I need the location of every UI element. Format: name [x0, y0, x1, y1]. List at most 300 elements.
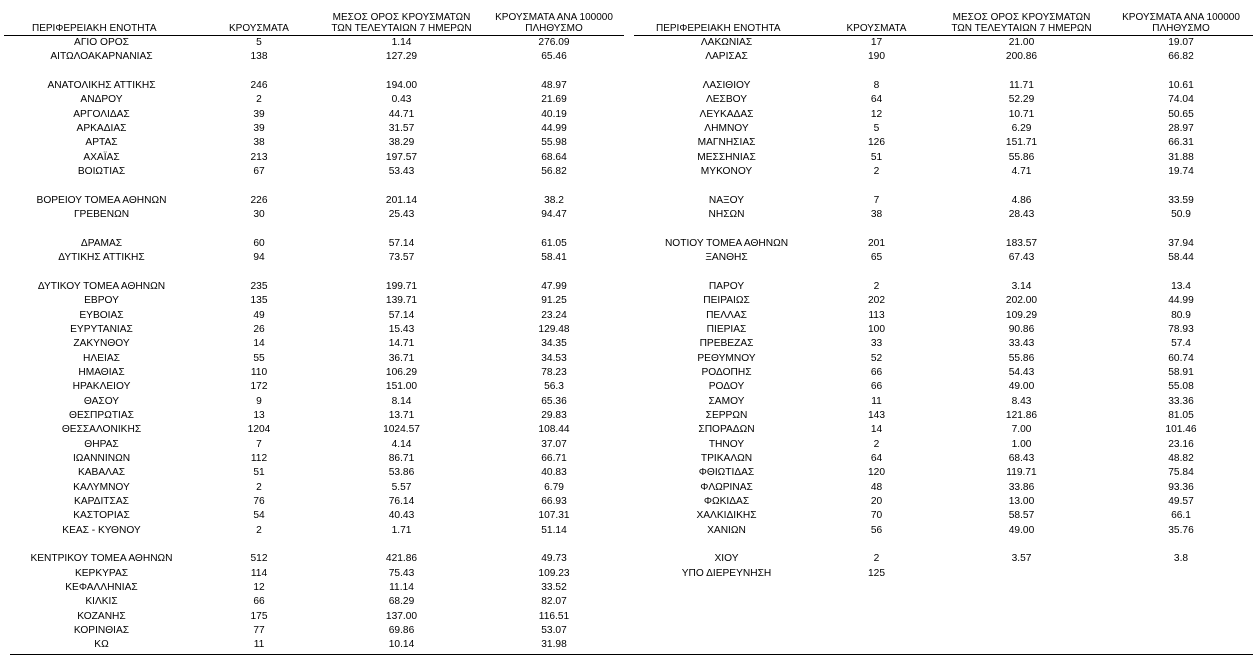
region-cell: ΑΓΙΟ ΟΡΟΣ — [74, 37, 129, 48]
region-cell: ΛΕΥΚΑΔΑΣ — [699, 108, 754, 120]
cases-cell: 12 — [253, 582, 265, 594]
region-cell: ΧΑΛΚΙΔΙΚΗΣ — [696, 510, 757, 522]
avg7-cell — [319, 266, 484, 280]
avg7-cell: 199.71 — [385, 280, 418, 292]
table-row — [634, 266, 1253, 280]
cases-cell: 5 — [256, 37, 262, 48]
table-row — [634, 122, 1253, 136]
per100k-cell: 23.24 — [541, 309, 567, 321]
table-row — [634, 395, 1253, 409]
cases-cell: 14 — [253, 338, 265, 350]
table-row — [4, 323, 624, 337]
region-cell: ΚΟΖΑΝΗΣ — [77, 610, 126, 622]
avg7-cell: 44.71 — [388, 108, 415, 120]
header-per100k-line1: ΚΡΟΥΣΜΑΤΑ ΑΝΑ 100000 — [495, 12, 613, 23]
per100k-cell: 101.46 — [1165, 424, 1197, 436]
cases-cell: 52 — [870, 352, 883, 364]
avg7-cell: 151.00 — [385, 381, 418, 393]
cases-cell: 8 — [873, 80, 880, 92]
cases-cell: 39 — [253, 123, 265, 135]
table-row — [634, 552, 1253, 566]
avg7-cell — [934, 179, 1109, 193]
region-cell: ΚΑΛΥΜΝΟΥ — [73, 481, 130, 493]
cases-cell: 76 — [253, 496, 265, 507]
table-row — [634, 495, 1253, 509]
header-avg7-line2: ΤΩΝ ΤΕΛΕΥΤΑΙΩΝ 7 ΗΜΕΡΩΝ — [331, 23, 472, 34]
per100k-cell: 109.23 — [538, 567, 570, 579]
avg7-cell: 4.86 — [1011, 194, 1032, 206]
cases-cell: 65 — [870, 252, 883, 264]
region-cell: ΡΟΔΟΠΗΣ — [701, 366, 752, 378]
table-row — [634, 36, 1253, 51]
avg7-cell: 57.14 — [388, 309, 415, 321]
region-cell: ΛΑΡΙΣΑΣ — [705, 51, 748, 63]
avg7-cell: 36.71 — [388, 352, 415, 364]
region-cell — [634, 538, 819, 552]
per100k-cell: 78.23 — [541, 366, 567, 378]
cases-cell: 51 — [253, 467, 265, 479]
table-row — [4, 194, 624, 208]
region-cell: ΦΛΩΡΙΝΑΣ — [700, 481, 753, 493]
region-cell: ΚΕΑΣ - ΚΥΘΝΟΥ — [62, 524, 141, 536]
avg7-cell — [934, 538, 1109, 552]
cases-cell: 7 — [873, 194, 880, 206]
cases-cell: 54 — [253, 510, 265, 522]
per100k-cell: 276.09 — [538, 37, 570, 48]
per100k-cell: 66.93 — [541, 496, 567, 507]
avg7-cell — [934, 266, 1109, 280]
table-row — [634, 65, 1253, 79]
table-row — [634, 151, 1253, 165]
cases-cell: 13 — [253, 409, 265, 421]
per100k-cell: 68.64 — [541, 151, 567, 163]
region-cell: ΛΕΣΒΟΥ — [705, 94, 748, 106]
cases-cell: 120 — [868, 467, 885, 479]
per100k-cell: 74.04 — [1168, 94, 1194, 106]
per100k-cell: 93.36 — [1168, 481, 1194, 493]
per100k-cell: 28.97 — [1168, 123, 1194, 135]
cases-cell: 126 — [868, 137, 885, 149]
region-cell: ΖΑΚΥΝΘΟΥ — [73, 338, 130, 350]
avg7-cell: 31.57 — [388, 123, 415, 135]
table-row — [4, 266, 624, 280]
region-cell: ΝΑΞΟΥ — [708, 194, 745, 206]
table-row — [634, 409, 1253, 423]
cases-cell: 113 — [868, 309, 885, 321]
region-cell: ΚΕΝΤΡΙΚΟΥ ΤΟΜΕΑ ΑΘΗΝΩΝ — [30, 553, 173, 565]
region-cell: ΑΝΔΡΟΥ — [80, 94, 123, 106]
region-cell — [4, 538, 199, 552]
cases-cell: 51 — [870, 151, 883, 163]
per100k-cell: 44.99 — [541, 123, 567, 135]
cases-cell: 60 — [253, 237, 265, 249]
avg7-cell: 5.57 — [391, 481, 412, 493]
cases-cell: 135 — [250, 295, 268, 307]
avg7-cell: 202.00 — [1005, 295, 1038, 307]
region-cell: ΑΝΑΤΟΛΙΚΗΣ ΑΤΤΙΚΗΣ — [47, 80, 156, 92]
cases-cell: 39 — [253, 108, 265, 120]
avg7-cell: 119.71 — [1006, 467, 1037, 479]
per100k-cell: 6.79 — [544, 481, 564, 493]
per100k-cell: 61.05 — [541, 237, 567, 249]
avg7-cell: 57.14 — [388, 237, 415, 249]
cases-cell: 67 — [253, 166, 265, 178]
region-cell: ΘΑΣΟΥ — [83, 395, 120, 407]
avg7-cell: 28.43 — [1008, 209, 1035, 221]
table-row — [634, 108, 1253, 122]
avg7-cell: 38.29 — [388, 137, 415, 149]
header-avg7-line1: ΜΕΣΟΣ ΟΡΟΣ ΚΡΟΥΣΜΑΤΩΝ — [952, 12, 1091, 23]
avg7-cell: 58.57 — [1008, 510, 1035, 522]
table-row — [4, 151, 624, 165]
cases-cell: 2 — [256, 94, 262, 106]
region-cell: ΘΕΣΣΑΛΟΝΙΚΗΣ — [61, 424, 142, 436]
per100k-cell: 48.82 — [1168, 452, 1194, 464]
table-row — [634, 93, 1253, 107]
region-cell: ΚΩ — [94, 639, 109, 651]
region-cell: ΕΒΡΟΥ — [84, 295, 119, 307]
header-per100k-line2: ΠΛΗΘΥΣΜΟ — [525, 23, 583, 34]
cases-cell: 125 — [868, 567, 885, 579]
table-row — [4, 466, 624, 480]
cases-cell: 48 — [870, 481, 883, 493]
per100k-cell: 58.91 — [1168, 366, 1194, 378]
per100k-cell: 58.44 — [1168, 252, 1194, 264]
header-region: ΠΕΡΙΦΕΡΕΙΑΚΗ ΕΝΟΤΗΤΑ — [634, 10, 819, 36]
cases-cell: 1204 — [247, 424, 271, 436]
cases-cell — [199, 222, 319, 236]
avg7-cell: 25.43 — [388, 209, 415, 221]
avg7-cell: 4.71 — [1011, 166, 1032, 178]
table-row — [4, 581, 624, 595]
per100k-cell — [1109, 266, 1253, 280]
avg7-cell: 109.29 — [1005, 309, 1038, 321]
cases-cell: 112 — [250, 452, 268, 464]
avg7-cell: 11.71 — [1009, 80, 1034, 92]
avg7-cell: 68.29 — [388, 596, 415, 608]
table-row — [634, 222, 1253, 236]
table-row — [634, 323, 1253, 337]
cases-cell: 114 — [250, 567, 268, 579]
per100k-cell: 3.8 — [1173, 553, 1189, 565]
cases-cell: 2 — [873, 438, 880, 450]
table-row — [634, 509, 1253, 523]
cases-cell: 64 — [870, 94, 883, 106]
per100k-cell: 19.07 — [1168, 37, 1194, 48]
header-avg7 — [319, 10, 484, 36]
avg7-cell: 69.86 — [388, 625, 415, 637]
avg7-cell: 197.57 — [385, 151, 418, 163]
header-avg7-line2: ΤΩΝ ΤΕΛΕΥΤΑΙΩΝ 7 ΗΜΕΡΩΝ — [951, 23, 1092, 34]
per100k-cell: 49.73 — [541, 553, 567, 565]
per100k-cell: 40.83 — [541, 467, 567, 479]
avg7-cell — [934, 222, 1109, 236]
table-row — [4, 237, 624, 251]
cases-cell: 172 — [250, 381, 268, 393]
region-cell: ΠΙΕΡΙΑΣ — [706, 323, 747, 335]
region-cell: ΓΡΕΒΕΝΩΝ — [73, 209, 130, 221]
cases-cell: 2 — [256, 524, 262, 536]
cases-cell: 49 — [253, 309, 265, 321]
avg7-cell: 1.14 — [391, 37, 412, 48]
per100k-cell: 116.51 — [538, 610, 570, 622]
cases-cell: 100 — [868, 323, 885, 335]
table-body-left — [4, 36, 624, 653]
table-row — [4, 309, 624, 323]
table-row — [4, 624, 624, 638]
region-cell: ΒΟΡΕΙΟΥ ΤΟΜΕΑ ΑΘΗΝΩΝ — [36, 194, 167, 206]
header-row — [634, 10, 1253, 36]
avg7-cell: 73.57 — [388, 252, 415, 264]
region-cell: ΔΥΤΙΚΗΣ ΑΤΤΙΚΗΣ — [58, 252, 145, 264]
per100k-cell: 107.31 — [538, 510, 570, 522]
avg7-cell — [319, 538, 484, 552]
per100k-cell: 34.35 — [541, 338, 567, 350]
avg7-cell: 8.14 — [391, 395, 412, 407]
per100k-cell — [1109, 538, 1253, 552]
cases-cell: 66 — [870, 381, 883, 393]
region-cell: ΦΘΙΩΤΙΔΑΣ — [698, 467, 755, 479]
region-cell — [4, 179, 199, 193]
table-row — [4, 552, 624, 566]
cases-cell: 143 — [868, 409, 885, 421]
cases-cell: 12 — [870, 108, 883, 120]
header-per100k-line2: ΠΛΗΘΥΣΜΟ — [1152, 23, 1210, 34]
cases-cell: 226 — [250, 194, 268, 206]
avg7-cell: 127.29 — [385, 51, 418, 63]
region-cell: ΝΗΣΩΝ — [708, 209, 745, 221]
per100k-cell: 35.76 — [1168, 524, 1194, 536]
cases-cell: 213 — [250, 151, 268, 163]
per100k-cell: 50.65 — [1168, 108, 1194, 120]
avg7-cell: 6.29 — [1011, 123, 1032, 135]
avg7-cell: 1024.57 — [383, 424, 420, 436]
per100k-cell: 58.41 — [541, 252, 567, 264]
cases-table-left — [4, 10, 624, 653]
cases-cell: 235 — [250, 280, 268, 292]
region-cell: ΝΟΤΙΟΥ ΤΟΜΕΑ ΑΘΗΝΩΝ — [664, 237, 789, 249]
avg7-cell: 121.86 — [1005, 409, 1038, 421]
table-row — [634, 423, 1253, 437]
region-cell: ΔΥΤΙΚΟΥ ΤΟΜΕΑ ΑΘΗΝΩΝ — [37, 280, 166, 292]
avg7-cell: 40.43 — [388, 510, 415, 522]
per100k-cell: 81.05 — [1168, 409, 1194, 421]
table-row — [4, 251, 624, 265]
cases-cell: 201 — [868, 237, 885, 249]
region-cell — [4, 266, 199, 280]
region-cell: ΧΙΟΥ — [714, 553, 739, 565]
avg7-cell: 53.43 — [388, 166, 415, 178]
cases-cell — [819, 179, 934, 193]
avg7-cell: 4.14 — [391, 438, 412, 450]
per100k-cell: 31.98 — [541, 639, 567, 651]
cases-cell: 77 — [253, 625, 265, 637]
avg7-cell: 90.86 — [1008, 323, 1035, 335]
table-row — [634, 452, 1253, 466]
avg7-cell — [319, 222, 484, 236]
table-row — [4, 395, 624, 409]
table-row — [634, 466, 1253, 480]
table-row — [634, 380, 1253, 394]
avg7-cell: 54.43 — [1008, 366, 1035, 378]
table-row — [4, 495, 624, 509]
cases-cell: 94 — [253, 252, 265, 264]
avg7-cell: 76.14 — [388, 496, 415, 507]
table-row — [4, 567, 624, 581]
region-cell: ΚΑΒΑΛΑΣ — [77, 467, 126, 479]
per100k-cell: 33.52 — [541, 582, 567, 594]
region-cell: ΠΑΡΟΥ — [708, 280, 745, 292]
cases-cell: 66 — [870, 366, 883, 378]
region-cell — [4, 65, 199, 79]
region-cell: ΗΡΑΚΛΕΙΟΥ — [72, 381, 131, 393]
region-cell: ΛΑΚΩΝΙΑΣ — [700, 37, 753, 48]
per100k-cell: 56.82 — [541, 166, 567, 178]
region-cell: ΕΥΒΟΙΑΣ — [79, 309, 124, 321]
table-row — [4, 423, 624, 437]
region-cell: ΣΑΜΟΥ — [708, 395, 745, 407]
region-cell: ΚΕΡΚΥΡΑΣ — [74, 567, 129, 579]
per100k-cell — [1109, 222, 1253, 236]
region-cell — [4, 222, 199, 236]
avg7-cell: 86.71 — [388, 452, 415, 464]
cases-cell — [819, 222, 934, 236]
per100k-cell: 55.08 — [1168, 381, 1194, 393]
per100k-cell: 65.46 — [541, 51, 567, 63]
header-avg7 — [934, 10, 1109, 36]
per100k-cell: 47.99 — [541, 280, 567, 292]
table-row — [4, 409, 624, 423]
region-cell — [634, 179, 819, 193]
table-row — [4, 50, 624, 64]
avg7-cell: 3.14 — [1011, 280, 1032, 292]
per100k-cell: 29.83 — [541, 409, 567, 421]
cases-cell: 55 — [253, 352, 265, 364]
region-cell: ΜΑΓΝΗΣΙΑΣ — [697, 137, 756, 149]
per100k-cell: 38.2 — [544, 194, 564, 206]
table-row — [4, 208, 624, 222]
avg7-cell — [934, 65, 1109, 79]
cases-cell: 56 — [870, 524, 883, 536]
per100k-cell — [1109, 65, 1253, 79]
per100k-cell — [1109, 567, 1253, 581]
avg7-cell: 10.71 — [1008, 108, 1035, 120]
table-row — [634, 237, 1253, 251]
avg7-cell: 7.00 — [1011, 424, 1032, 436]
cases-cell: 9 — [256, 395, 262, 407]
per100k-cell: 78.93 — [1168, 323, 1194, 335]
cases-cell: 2 — [873, 553, 880, 565]
per100k-cell: 53.07 — [541, 625, 567, 637]
avg7-cell: 68.43 — [1008, 452, 1035, 464]
table-row — [4, 524, 624, 538]
header-per100k — [1109, 10, 1253, 36]
table-row — [4, 136, 624, 150]
cases-cell: 202 — [868, 295, 885, 307]
cases-cell: 2 — [873, 166, 880, 178]
region-cell: ΧΑΝΙΩΝ — [707, 524, 746, 536]
header-row — [4, 10, 624, 36]
table-row — [634, 438, 1253, 452]
table-row — [4, 79, 624, 93]
region-cell: ΘΕΣΠΡΩΤΙΑΣ — [69, 409, 134, 421]
per100k-cell: 94.47 — [541, 209, 567, 221]
avg7-cell: 106.29 — [385, 366, 418, 378]
cases-table-right — [634, 10, 1253, 581]
cases-cell: 14 — [870, 424, 883, 436]
region-cell: ΚΑΡΔΙΤΣΑΣ — [74, 496, 129, 507]
avg7-cell: 1.71 — [391, 524, 412, 536]
region-cell: ΑΙΤΩΛΟΑΚΑΡΝΑΝΙΑΣ — [50, 51, 153, 63]
region-cell: ΚΙΛΚΙΣ — [85, 596, 118, 608]
per100k-cell: 37.07 — [541, 438, 567, 450]
per100k-cell — [1109, 179, 1253, 193]
cases-cell — [199, 266, 319, 280]
table-row — [634, 567, 1253, 581]
cases-cell: 26 — [253, 323, 265, 335]
table-row — [634, 79, 1253, 93]
per100k-cell: 56.3 — [544, 381, 564, 393]
avg7-cell: 33.43 — [1008, 338, 1035, 350]
table-row — [4, 595, 624, 609]
cases-cell: 38 — [870, 209, 883, 221]
table-row — [4, 280, 624, 294]
per100k-cell: 48.97 — [541, 80, 567, 92]
per100k-cell: 108.44 — [538, 424, 570, 436]
per100k-cell: 66.31 — [1168, 137, 1194, 149]
cases-cell: 7 — [256, 438, 262, 450]
region-cell: ΛΑΣΙΘΙΟΥ — [702, 80, 751, 92]
cases-cell — [199, 179, 319, 193]
table-row — [4, 438, 624, 452]
per100k-cell: 75.84 — [1168, 467, 1194, 479]
per100k-cell: 40.19 — [541, 108, 567, 120]
avg7-cell — [319, 65, 484, 79]
header-per100k-line1: ΚΡΟΥΣΜΑΤΑ ΑΝΑ 100000 — [1122, 12, 1240, 23]
region-cell: ΗΛΕΙΑΣ — [83, 352, 120, 364]
cases-cell: 17 — [870, 37, 883, 48]
region-cell: ΠΡΕΒΕΖΑΣ — [699, 338, 754, 350]
header-cases: ΚΡΟΥΣΜΑΤΑ — [199, 10, 319, 36]
per100k-cell: 60.74 — [1168, 352, 1194, 364]
table-row — [4, 222, 624, 236]
avg7-cell: 67.43 — [1008, 252, 1035, 264]
per100k-cell — [484, 266, 624, 280]
per100k-cell: 33.36 — [1168, 395, 1194, 407]
avg7-cell: 11.14 — [389, 582, 414, 594]
table-row — [4, 93, 624, 107]
region-cell: ΠΕΛΛΑΣ — [706, 309, 747, 321]
per100k-cell — [484, 65, 624, 79]
cases-cell: 64 — [870, 452, 883, 464]
avg7-cell: 137.00 — [385, 610, 418, 622]
avg7-cell: 49.00 — [1008, 524, 1035, 536]
bottom-rule — [10, 654, 1253, 655]
region-cell: ΘΗΡΑΣ — [84, 438, 119, 450]
cases-cell — [819, 538, 934, 552]
avg7-cell: 53.86 — [388, 467, 415, 479]
table-row — [4, 65, 624, 79]
table-row — [634, 366, 1253, 380]
region-cell: ΑΡΓΟΛΙΔΑΣ — [73, 108, 130, 120]
cases-cell: 66 — [253, 596, 265, 608]
region-cell: ΗΜΑΘΙΑΣ — [78, 366, 125, 378]
region-cell: ΠΕΙΡΑΙΩΣ — [703, 295, 750, 307]
per100k-cell: 23.16 — [1168, 438, 1194, 450]
header-avg7-line1: ΜΕΣΟΣ ΟΡΟΣ ΚΡΟΥΣΜΑΤΩΝ — [332, 12, 471, 23]
avg7-cell: 8.43 — [1011, 395, 1032, 407]
region-cell: ΜΥΚΟΝΟΥ — [700, 166, 753, 178]
